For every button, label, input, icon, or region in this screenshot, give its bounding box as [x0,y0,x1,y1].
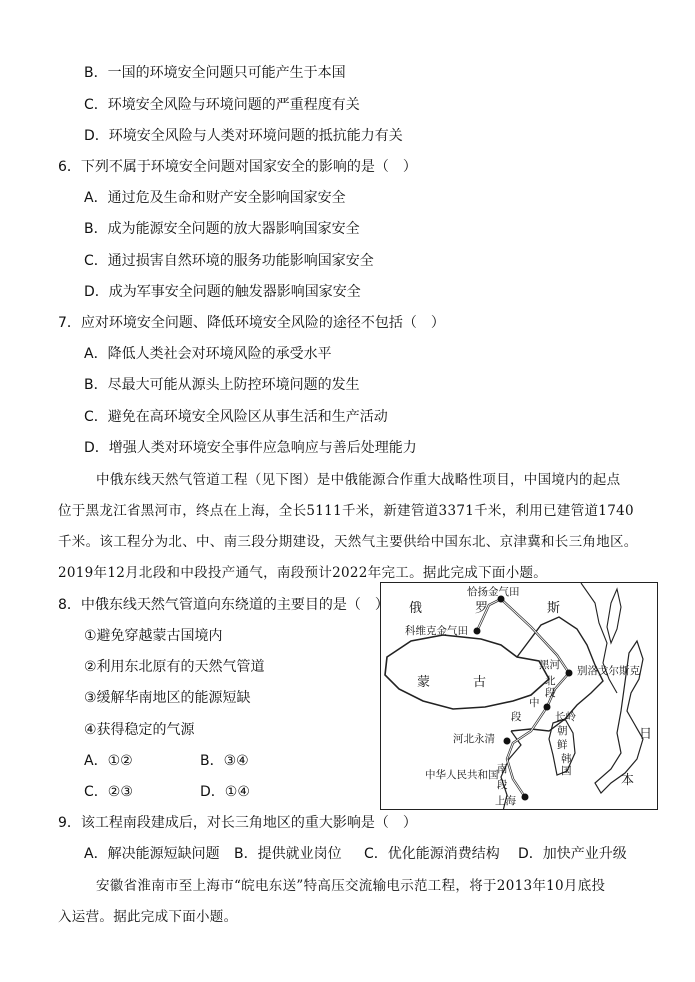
map-label-china: 中华人民共和国 [425,769,499,781]
q8-item-2: ②利用东北原有的天然气管道 [84,659,265,675]
map-label-south-1: 南 [497,763,508,775]
map-label-russia-1: 俄 [409,601,423,616]
japan-islands [595,641,643,793]
map-label-blagoveshchensk: 别洛戈尔斯克 [577,665,640,677]
q5-option-b: B．一国的环境安全问题只可能产生于本国 [84,65,346,81]
map-label-russia-2: 罗 [475,601,489,616]
q6-option-c: C．通过损害自然环境的服务功能影响国家安全 [84,253,374,269]
q6-option-d: D．成为军事安全问题的触发器影响国家安全 [84,284,361,300]
q8-option-d: D．①④ [200,784,250,800]
passage2-line2: 入运营。据此完成下面小题。 [58,909,238,925]
map-label-heihe: 黑河 [539,659,560,671]
q7-option-d: D．增强人类对环境安全事件应急响应与善后处理能力 [84,440,417,456]
map-label-north-2: 段 [545,687,556,699]
map-label-south-2: 段 [497,779,508,791]
q9-stem: 9．该工程南段建成后，对长三角地区的重大影响是（ ） [58,815,417,831]
point-changling [544,704,551,711]
map-label-korea-1: 朝 [557,725,568,737]
passage2-line1: 安徽省淮南市至上海市“皖电东送”特高压交流输电示范工程，将于2013年10月底投 [96,878,606,894]
q5-option-d: D．环境安全风险与人类对环境问题的抵抗能力有关 [84,128,403,144]
map-label-shanghai: 上海 [495,795,516,807]
q7-option-c: C．避免在高环境安全风险区从事生活和生产活动 [84,409,388,425]
map-label-yongqing: 河北永清 [453,733,495,745]
point-kovykta [474,628,481,635]
q8-item-4: ④获得稳定的气源 [84,722,195,738]
q6-option-a: A．通过危及生命和财产安全影响国家安全 [84,190,346,206]
q5-option-c: C．环境安全风险与环境问题的严重程度有关 [84,97,360,113]
map-label-kovykta: 科维克金气田 [405,625,468,637]
point-shanghai [522,794,529,801]
map-label-korea-3: 韩 [561,753,572,765]
map-label-korea-2: 鲜 [557,739,568,751]
map-label-japan-1: 日 [639,727,653,742]
q9-option-d: D．加快产业升级 [518,846,627,862]
passage1-line2: 位于黑龙江省黑河市，终点在上海，全长5111千米，新建管道3371千米，利用已建管道1740 [58,503,634,519]
pipeline-map [380,582,658,810]
q8-option-b: B．③④ [200,753,249,769]
map-label-changling: 长岭 [555,711,576,723]
sakhalin [607,589,621,643]
point-heihe [566,670,573,677]
q7-stem: 7．应对环境安全问题、降低环境安全风险的途径不包括（ ） [58,315,445,331]
point-yongqing [504,738,511,745]
map-label-mongolia-1: 蒙 [417,675,431,690]
q8-option-c: C．②③ [84,784,133,800]
map-label-mongolia-2: 古 [473,675,487,690]
passage1-line4: 2019年12月北段和中段投产通气，南段预计2022年完工。据此完成下面小题。 [58,565,548,581]
map-label-russia-3: 斯 [547,601,561,616]
map-label-chayanda: 恰扬金气田 [467,586,520,598]
q6-stem: 6．下列不属于环境安全问题对国家安全的影响的是（ ） [58,159,417,175]
map-drawing [381,583,658,810]
q7-option-a: A．降低人类社会对环境风险的承受水平 [84,346,332,362]
map-label-middle-2: 段 [511,711,522,723]
passage1-line3: 千米。该工程分为北、中、南三段分期建设，天然气主要供给中国东北、京津冀和长三角地区。 [58,534,638,550]
q8-item-3: ③缓解华南地区的能源短缺 [84,690,251,706]
q7-option-b: B．尽最大可能从源头上防控环境问题的发生 [84,377,360,393]
q9-option-b: B．提供就业岗位 [234,846,342,862]
map-label-korea-4: 国 [561,765,572,777]
map-label-middle-1: 中 [529,697,540,709]
q8-option-a: A．①② [84,753,133,769]
q8-stem: 8．中俄东线天然气管道向东绕道的主要目的是（ ） [58,597,389,613]
q6-option-b: B．成为能源安全问题的放大器影响国家安全 [84,221,360,237]
q9-option-c: C．优化能源消费结构 [364,846,500,862]
q9-option-a: A．解决能源短缺问题 [84,846,220,862]
passage1-line1: 中俄东线天然气管道工程（见下图）是中俄能源合作重大战略性项目，中国境内的起点 [96,472,621,488]
q8-item-1: ①避免穿越蒙古国境内 [84,628,223,644]
map-label-north-1: 北 [545,675,556,687]
map-label-japan-2: 本 [621,773,635,788]
